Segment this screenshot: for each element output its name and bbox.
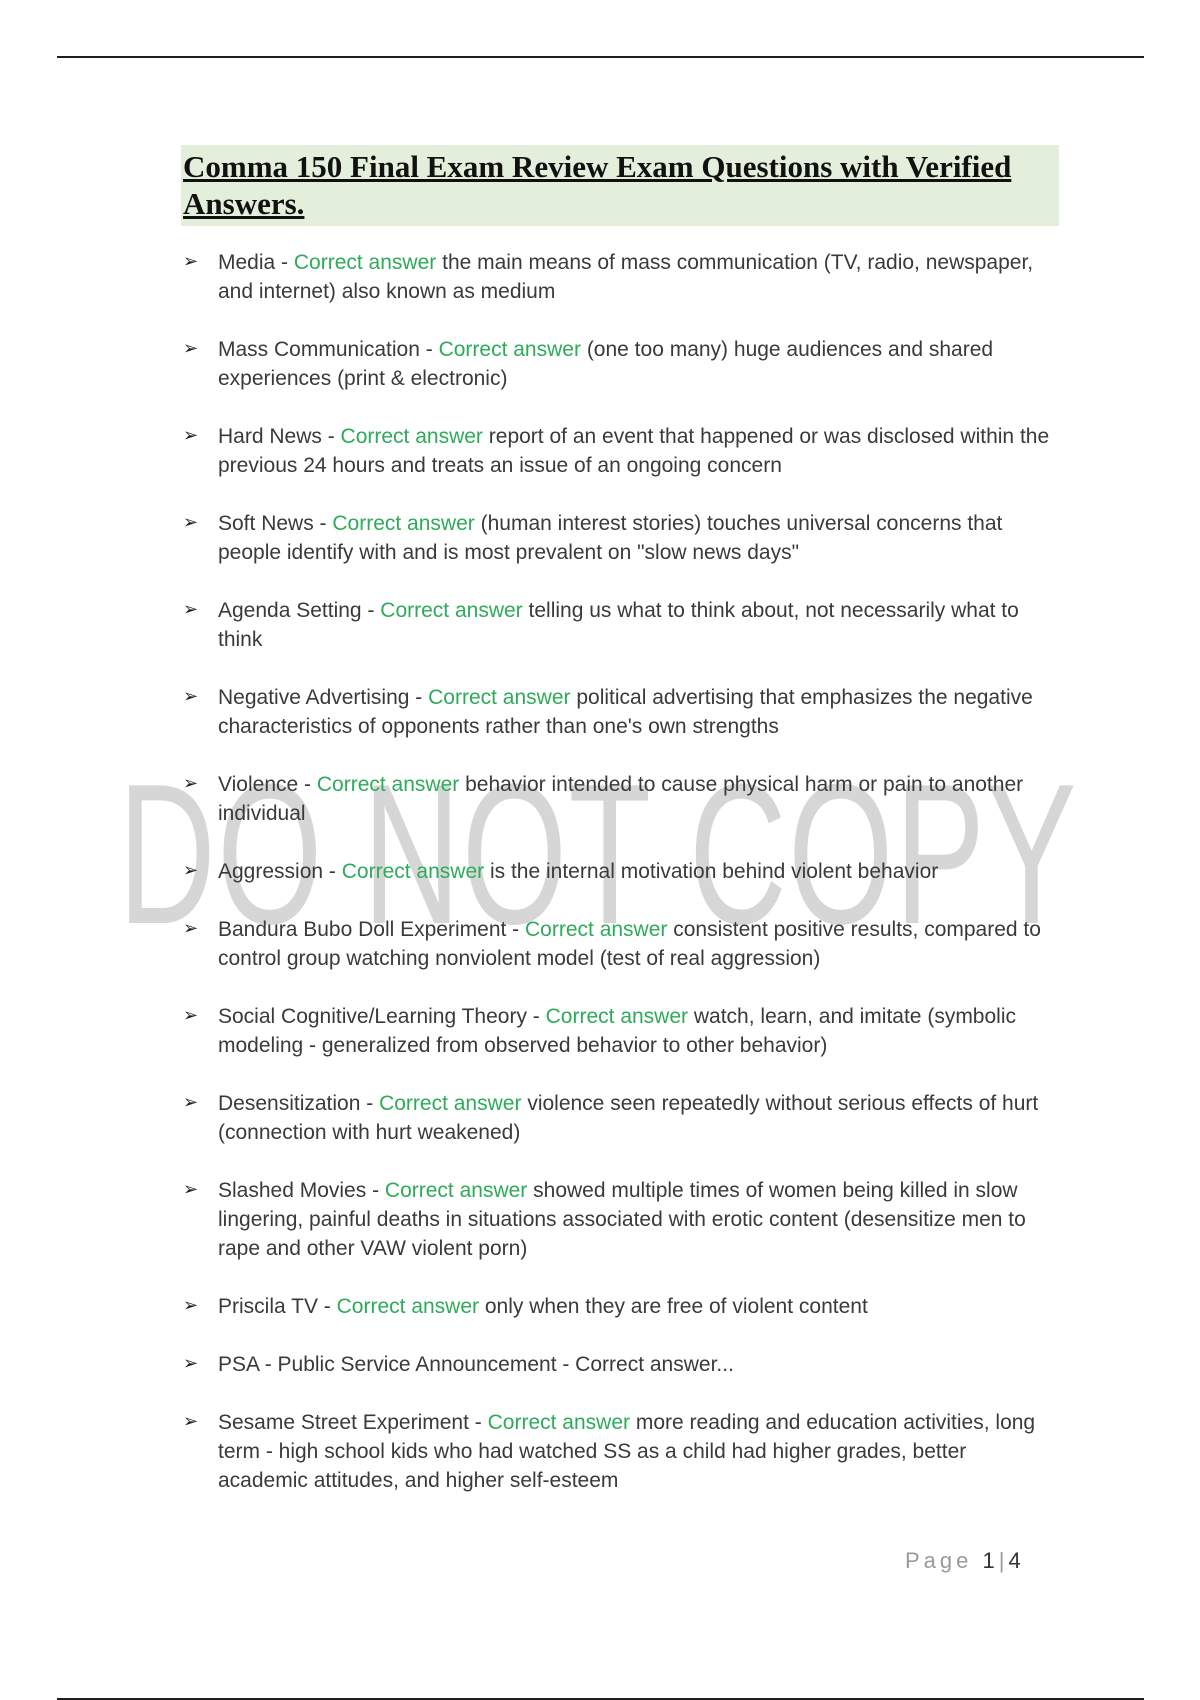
list-item [181, 596, 1061, 654]
item-text [218, 1089, 1061, 1147]
item-term: PSA - Public Service Announcement - Correct answer... [218, 1353, 734, 1376]
page-label: Page [905, 1548, 973, 1573]
qa-list [181, 248, 1061, 1524]
item-answer: the main means of mass communication (TV, radio, newspaper, and internet) also known as medium [218, 251, 1034, 303]
arrow-bullet-icon: ➢ [183, 1005, 199, 1026]
correct-answer-label: Correct answer [545, 1005, 689, 1028]
document-title: Comma 150 Final Exam Review Exam Questions with Verified Answers. [183, 149, 1012, 221]
arrow-bullet-icon: ➢ [183, 425, 199, 446]
item-text [218, 596, 1061, 654]
item-answer: showed multiple times of women being killed in slow lingering, painful deaths in situations associated with erotic content (desensitize men to rape and other VAW violent porn) [218, 1179, 1026, 1260]
item-separator: - [361, 599, 381, 622]
watermark-text: DO NOT COPY [118, 748, 1078, 948]
arrow-bullet-icon: ➢ [183, 1092, 199, 1113]
arrow-bullet-icon: ➢ [183, 512, 199, 533]
correct-answer-label: Correct answer [525, 918, 668, 941]
item-text [218, 1408, 1061, 1495]
list-item [181, 509, 1061, 567]
item-term: Aggression [218, 860, 324, 883]
item-answer: more reading and education activities, long term - high school kids who had watched SS as a child had higher grades, better academic attitudes, and higher self-esteem [218, 1411, 1036, 1492]
list-item [181, 1350, 1061, 1379]
item-answer: (one too many) huge audiences and shared experiences (print & electronic) [218, 338, 994, 390]
item-text [218, 248, 1061, 306]
arrow-bullet-icon: ➢ [183, 1179, 199, 1200]
item-separator: - [360, 1092, 380, 1115]
title-block [181, 145, 1059, 226]
page-number [905, 1548, 1025, 1574]
correct-answer-label: Correct answer [428, 686, 571, 709]
item-term: Social Cognitive/Learning Theory [218, 1005, 527, 1028]
arrow-bullet-icon: ➢ [183, 686, 199, 707]
list-item [181, 857, 1061, 886]
item-term: Slashed Movies [218, 1179, 367, 1202]
list-item [181, 1292, 1061, 1321]
page-total: 4 [1008, 1548, 1025, 1573]
arrow-bullet-icon: ➢ [183, 860, 199, 881]
item-answer: watch, learn, and imitate (symbolic modeling - generalized from observed behavior to other behavior) [218, 1005, 1017, 1057]
item-term: Violence [218, 773, 299, 796]
item-answer: political advertising that emphasizes the negative characteristics of opponents rather than one's own strengths [218, 686, 1033, 738]
arrow-bullet-icon: ➢ [183, 1411, 199, 1432]
item-text [218, 857, 1061, 886]
correct-answer-label: Correct answer [341, 860, 485, 883]
top-rule [57, 56, 1144, 58]
item-separator: - [323, 860, 342, 883]
page-current: 1 [982, 1548, 999, 1573]
list-item [181, 1176, 1061, 1263]
item-term: Hard News [218, 425, 322, 448]
item-separator: - [275, 251, 294, 274]
item-answer: telling us what to think about, not necessarily what to think [218, 599, 1019, 651]
arrow-bullet-icon: ➢ [183, 251, 199, 272]
item-text [218, 1350, 1061, 1379]
item-term: Media [218, 251, 276, 274]
list-item [181, 335, 1061, 393]
item-separator: - [298, 773, 317, 796]
correct-answer-label: Correct answer [380, 599, 523, 622]
item-term: Soft News [218, 512, 314, 535]
item-text [218, 422, 1061, 480]
item-separator: - [506, 918, 526, 941]
arrow-bullet-icon: ➢ [183, 918, 199, 939]
item-separator: - [409, 686, 429, 709]
arrow-bullet-icon: ➢ [183, 1353, 199, 1374]
item-term: Sesame Street Experiment [218, 1411, 469, 1434]
item-text [218, 1292, 1061, 1321]
list-item [181, 248, 1061, 306]
item-answer: (human interest stories) touches universal concerns that people identify with and is most prevalent on "slow news days" [218, 512, 1003, 564]
page-separator: | [998, 1548, 1009, 1573]
item-term: Negative Advertising [218, 686, 410, 709]
item-term: Bandura Bubo Doll Experiment [218, 918, 507, 941]
item-text [218, 915, 1061, 973]
item-term: Agenda Setting [218, 599, 362, 622]
correct-answer-label: Correct answer [384, 1179, 528, 1202]
list-item [181, 1002, 1061, 1060]
correct-answer-label: Correct answer [340, 425, 483, 448]
correct-answer-label: Correct answer [379, 1092, 522, 1115]
item-separator: - [468, 1411, 488, 1434]
correct-answer-label: Correct answer [316, 773, 460, 796]
item-separator: - [366, 1179, 385, 1202]
arrow-bullet-icon: ➢ [183, 599, 199, 620]
arrow-bullet-icon: ➢ [183, 773, 199, 794]
correct-answer-label: Correct answer [293, 251, 437, 274]
item-text [218, 1002, 1061, 1060]
list-item [181, 683, 1061, 741]
item-answer: report of an event that happened or was disclosed within the previous 24 hours and treats an issue of an ongoing concern [218, 425, 1050, 477]
list-item [181, 1089, 1061, 1147]
item-text [218, 509, 1061, 567]
item-text [218, 1176, 1061, 1263]
item-text [218, 770, 1061, 828]
item-term: Priscila TV [218, 1295, 318, 1318]
correct-answer-label: Correct answer [438, 338, 581, 361]
list-item [181, 915, 1061, 973]
item-term: Desensitization [218, 1092, 361, 1115]
correct-answer-label: Correct answer [332, 512, 475, 535]
item-separator: - [313, 512, 333, 535]
item-answer: is the internal motivation behind violent behavior [489, 860, 939, 883]
arrow-bullet-icon: ➢ [183, 338, 199, 359]
list-item [181, 422, 1061, 480]
item-separator: - [526, 1005, 546, 1028]
list-item [181, 770, 1061, 828]
correct-answer-label: Correct answer [336, 1295, 480, 1318]
item-answer: only when they are free of violent content [484, 1295, 868, 1318]
arrow-bullet-icon: ➢ [183, 1295, 199, 1316]
item-answer: behavior intended to cause physical harm or pain to another individual [218, 773, 1024, 825]
item-answer: violence seen repeatedly without serious effects of hurt (connection with hurt weakened) [218, 1092, 1039, 1144]
item-text [218, 335, 1061, 393]
correct-answer-label: Correct answer [487, 1411, 631, 1434]
item-answer: consistent positive results, compared to control group watching nonviolent model (test of real aggression) [218, 918, 1041, 970]
list-item [181, 1408, 1061, 1495]
item-term: Mass Communication [218, 338, 420, 361]
item-separator: - [321, 425, 341, 448]
item-separator: - [317, 1295, 337, 1318]
item-text [218, 683, 1061, 741]
item-separator: - [419, 338, 439, 361]
